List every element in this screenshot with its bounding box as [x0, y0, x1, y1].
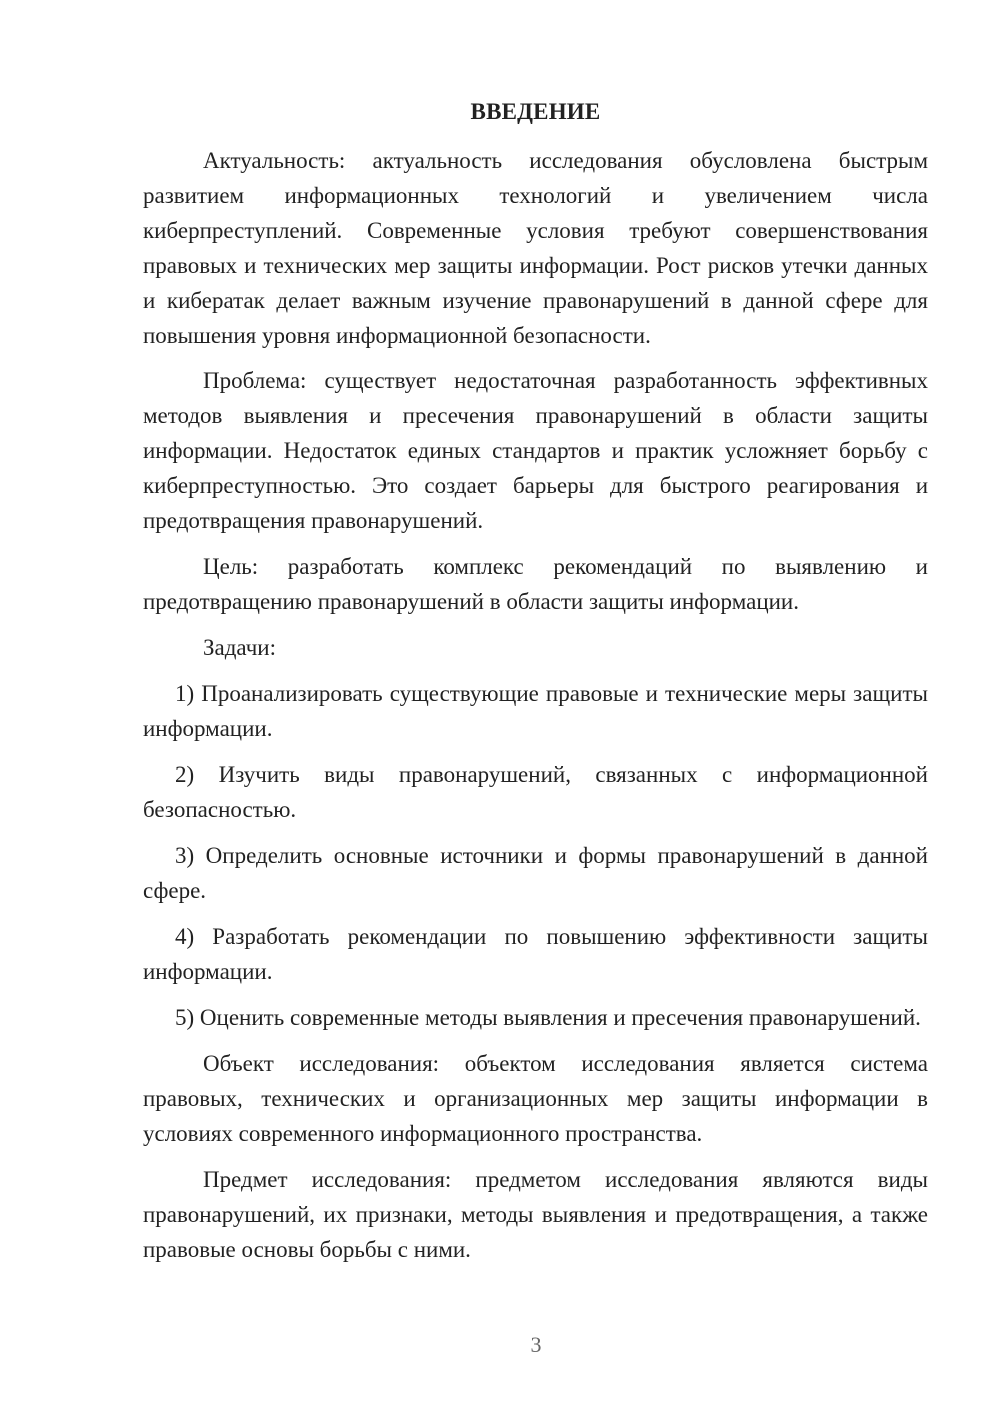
subject-paragraph: Предмет исследования: предметом исследования являются виды правонарушений, их признаки, методы выявления и предотвращения, а также правовые основы борьбы с ними. — [143, 1167, 928, 1262]
task-item-4: 4) Разработать рекомендации по повышению эффективности защиты информации. — [143, 924, 928, 984]
task-item-3: 3) Определить основные источники и формы правонарушений в данной сфере. — [143, 843, 928, 903]
task-item-2: 2) Изучить виды правонарушений, связанных с информационной безопасностью. — [143, 762, 928, 822]
goal-paragraph: Цель: разработать комплекс рекомендаций по выявлению и предотвращению правонарушений в области защиты информации. — [143, 554, 928, 614]
task-item-5: 5) Оценить современные методы выявления и пресечения правонарушений. — [175, 1005, 921, 1030]
section-heading: ВВЕДЕНИЕ — [470, 99, 601, 124]
problem-paragraph: Проблема: существует недостаточная разработанность эффективных методов выявления и пресечения правонарушений в области защиты информации. Недостаток единых стандартов и практик усложняет борьбу с киберпреступностью. Это создает барьеры для быстрого реагирования и предотвращения правонарушений. — [143, 368, 928, 533]
task-item-1: 1) Проанализировать существующие правовые и технические меры защиты информации. — [143, 681, 928, 741]
tasks-label: Задачи: — [203, 635, 276, 660]
object-paragraph: Объект исследования: объектом исследования является система правовых, технических и организационных мер защиты информации в условиях современного информационного пространства. — [143, 1051, 928, 1146]
page-number: 3 — [530, 1332, 542, 1357]
relevance-paragraph: Актуальность: актуальность исследования обусловлена быстрым развитием информационных технологий и увеличением числа киберпреступлений. Современные условия требуют совершенствования правовых и технических мер защиты информации. Рост рисков утечки данных и кибератак делает важным изучение правонарушений в данной сфере для повышения уровня информационной безопасности. — [143, 148, 928, 348]
page-content — [143, 96, 928, 1267]
